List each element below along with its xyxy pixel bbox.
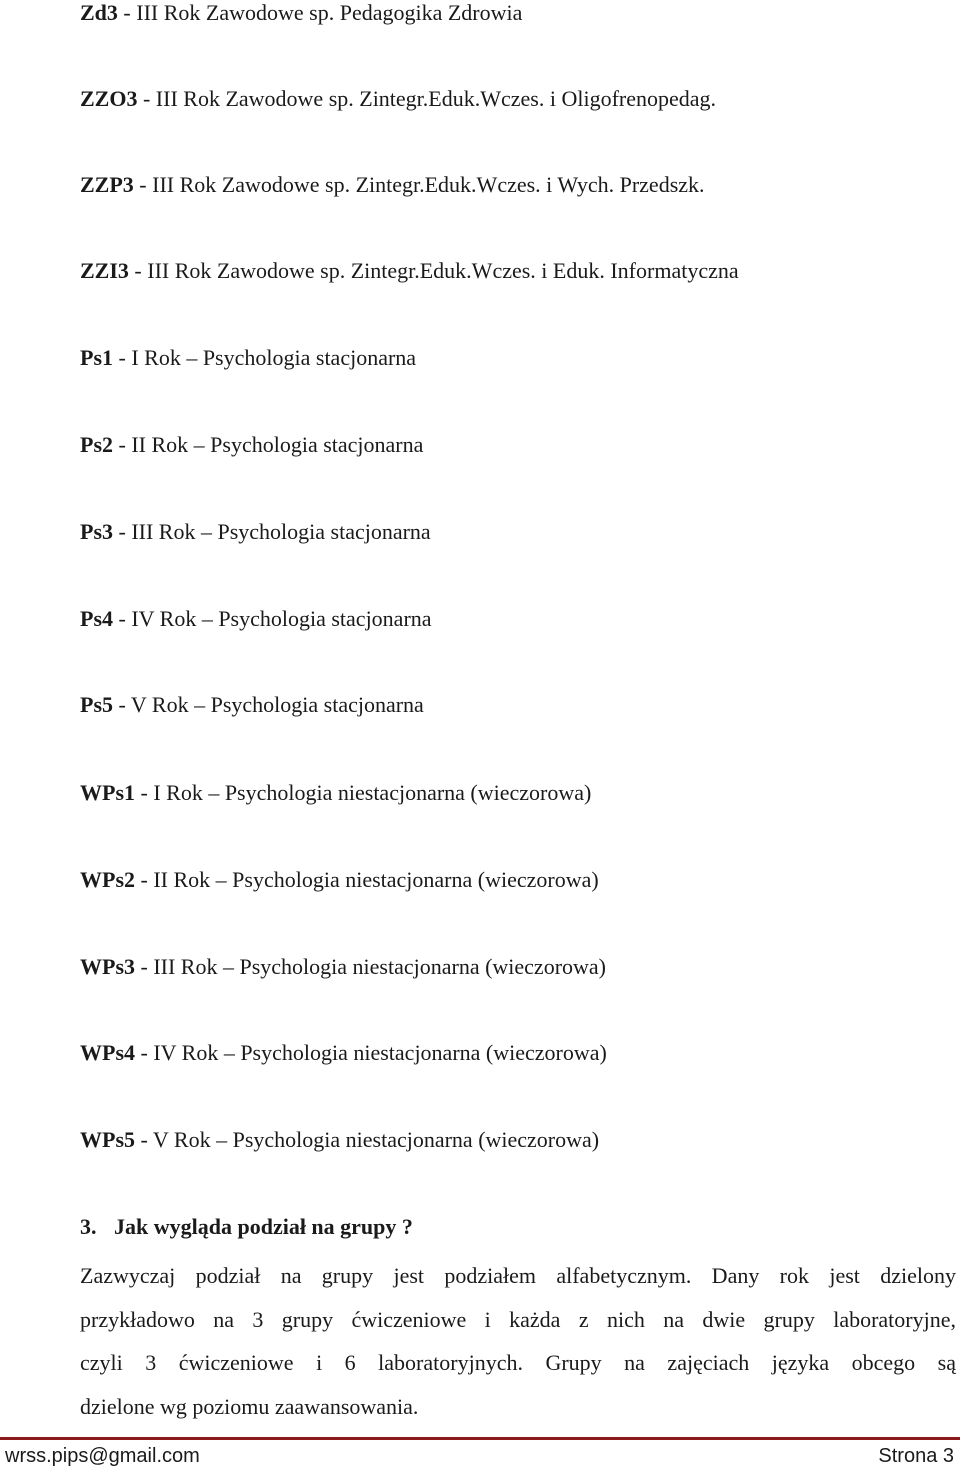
group-code: WPs4 [80,1040,135,1065]
list-item [80,954,606,980]
group-code: Ps2 [80,432,113,457]
section-title: Jak wygląda podział na grupy ? [114,1214,413,1239]
group-code: WPs5 [80,1127,135,1152]
group-description: - III Rok Zawodowe sp. Zintegr.Eduk.Wczes. i Eduk. Informatyczna [128,258,739,283]
group-code: Ps1 [80,345,113,370]
group-description: - III Rok Zawodowe sp. Pedagogika Zdrowia [117,0,523,25]
list-item [80,692,424,718]
answer-paragraph [80,1254,956,1428]
group-code: WPs3 [80,954,135,979]
footer-email: wrss.pips@gmail.com [5,1445,200,1467]
list-item [80,1040,607,1066]
page-number: Strona 3 [878,1445,954,1467]
list-item [80,1127,599,1153]
group-code: ZZO3 [80,86,138,111]
list-item [80,258,739,284]
group-code: Ps5 [80,692,113,717]
group-description: - II Rok – Psychologia niestacjonarna (wieczorowa) [135,867,599,892]
group-code: Zd3 [80,0,118,25]
group-code: ZZI3 [80,258,129,283]
paragraph-line: czyli 3 ćwiczeniowe i 6 laboratoryjnych. Grupy na zajęciach języka obcego są [80,1350,956,1375]
group-description: - IV Rok – Psychologia stacjonarna [113,606,432,631]
group-description: - I Rok – Psychologia stacjonarna [113,345,417,370]
list-item [80,867,599,893]
list-item [80,606,432,632]
group-description: - V Rok – Psychologia stacjonarna [113,692,424,717]
group-description: - III Rok – Psychologia stacjonarna [113,519,431,544]
group-description: - III Rok Zawodowe sp. Zintegr.Eduk.Wczes. i Oligofrenopedag. [137,86,717,111]
group-code: ZZP3 [80,172,134,197]
list-item [80,780,591,806]
list-item [80,0,522,26]
paragraph-line: dzielone wg poziomu zaawansowania. [80,1393,419,1419]
footer-divider [0,1437,960,1440]
list-item [80,432,423,458]
list-item [80,86,716,112]
group-description: - IV Rok – Psychologia niestacjonarna (wieczorowa) [135,1040,607,1065]
group-code: WPs1 [80,780,135,805]
group-description: - II Rok – Psychologia stacjonarna [113,432,424,457]
group-description: - I Rok – Psychologia niestacjonarna (wieczorowa) [135,780,592,805]
group-description: - III Rok – Psychologia niestacjonarna (wieczorowa) [135,954,607,979]
group-description: - III Rok Zawodowe sp. Zintegr.Eduk.Wczes. i Wych. Przedszk. [133,172,705,197]
list-item [80,519,431,545]
list-item [80,345,416,371]
group-code: WPs2 [80,867,135,892]
group-description: - V Rok – Psychologia niestacjonarna (wieczorowa) [135,1127,600,1152]
group-code: Ps4 [80,606,113,631]
section-heading [80,1214,413,1240]
paragraph-line: przykładowo na 3 grupy ćwiczeniowe i każda z nich na dwie grupy laboratoryjne, [80,1306,956,1332]
section-number: 3. [80,1214,97,1239]
page-footer [0,1443,960,1471]
paragraph-line: Zazwyczaj podział na grupy jest podziałem alfabetycznym. Dany rok jest dzielony [80,1263,956,1288]
list-item [80,172,705,198]
group-code: Ps3 [80,519,113,544]
